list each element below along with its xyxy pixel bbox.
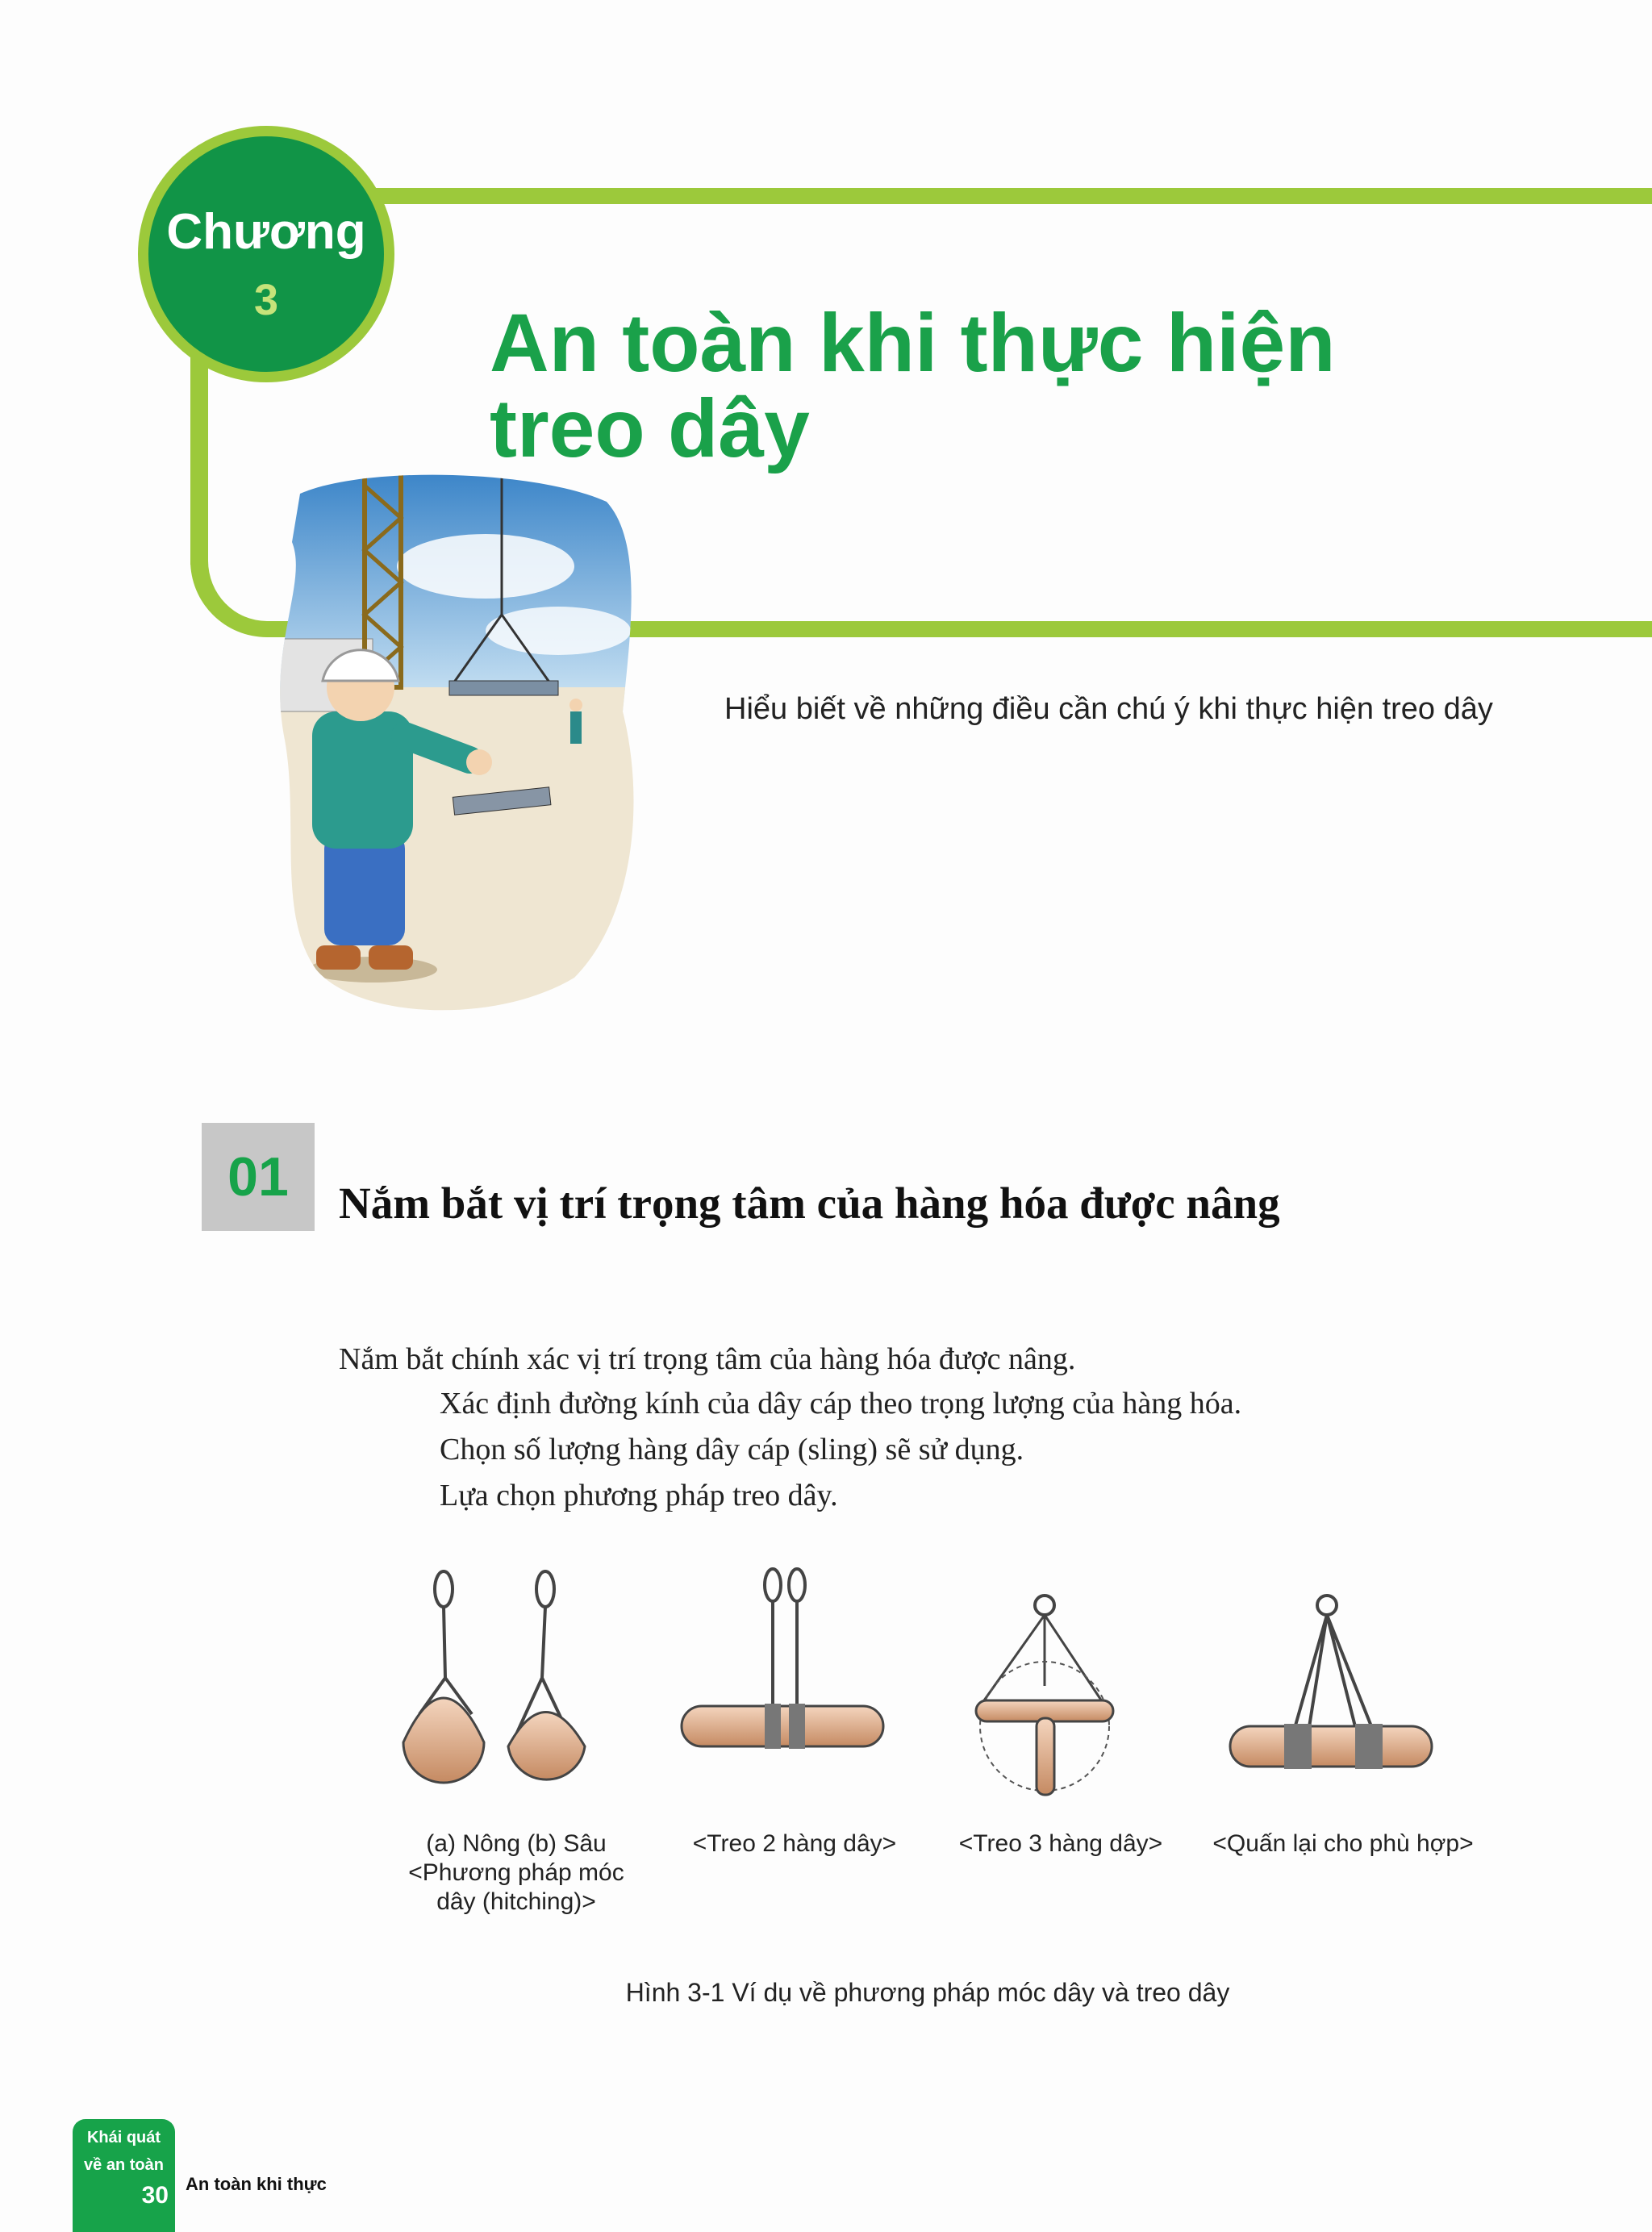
caption-hitching-line-1: (a) Nông (b) Sâu (426, 1830, 607, 1857)
chapter-title (490, 297, 1538, 474)
section-intro: Nắm bắt chính xác vị trí trọng tâm của hàng hóa được nâng. (339, 1342, 1076, 1376)
wrapped-sling-diagram (1230, 1596, 1432, 1769)
section-number: 01 (202, 1123, 315, 1231)
worker-illustration (268, 469, 639, 1014)
section-step-3: Lựa chọn phương pháp treo dây. (440, 1479, 838, 1512)
section-title: Nắm bắt vị trí trọng tâm của hàng hóa được nâng (339, 1179, 1280, 1228)
frame-top-line (347, 188, 1652, 204)
figure-title: Hình 3-1 Ví dụ về phương pháp móc dây và treo dây (625, 1978, 1230, 2007)
chapter-title-line-1: An toàn khi thực hiện (490, 297, 1336, 389)
caption-two-leg: <Treo 2 hàng dây> (692, 1830, 897, 1857)
footer-chapter-tab (73, 2119, 175, 2232)
two-leg-sling-diagram (682, 1569, 883, 1749)
sling-methods-figure (355, 1565, 1484, 1839)
footer-tab-line-2: về an toàn (84, 2156, 164, 2174)
chapter-subtitle: Hiểu biết về những điều cần chú ý khi thực hiện treo dây (724, 692, 1493, 726)
footer-running-title: An toàn khi thực (186, 2174, 327, 2194)
caption-hitching (355, 1829, 678, 1917)
caption-three-leg: <Treo 3 hàng dây> (958, 1830, 1163, 1857)
section-step-2: Chọn số lượng hàng dây cáp (sling) sẽ sử dụng. (440, 1433, 1024, 1466)
section-step-1: Xác định đường kính của dây cáp theo trọng lượng của hàng hóa. (440, 1387, 1242, 1421)
page-number: 30 (141, 2182, 169, 2209)
hitching-shallow-diagram (403, 1571, 484, 1783)
caption-hitching-line-2: <Phương pháp móc (408, 1859, 624, 1886)
hitching-deep-diagram (508, 1571, 585, 1779)
caption-wrap: <Quấn lại cho phù hợp> (1212, 1830, 1474, 1857)
chapter-number: 3 (253, 276, 279, 324)
chapter-word: Chương (166, 204, 366, 260)
footer-tab-line-1: Khái quát (86, 2129, 161, 2146)
chapter-badge (138, 126, 394, 382)
caption-hitching-line-3: dây (hitching)> (436, 1888, 596, 1915)
three-leg-sling-diagram (976, 1596, 1113, 1795)
chapter-title-line-2: treo dây (490, 382, 810, 474)
